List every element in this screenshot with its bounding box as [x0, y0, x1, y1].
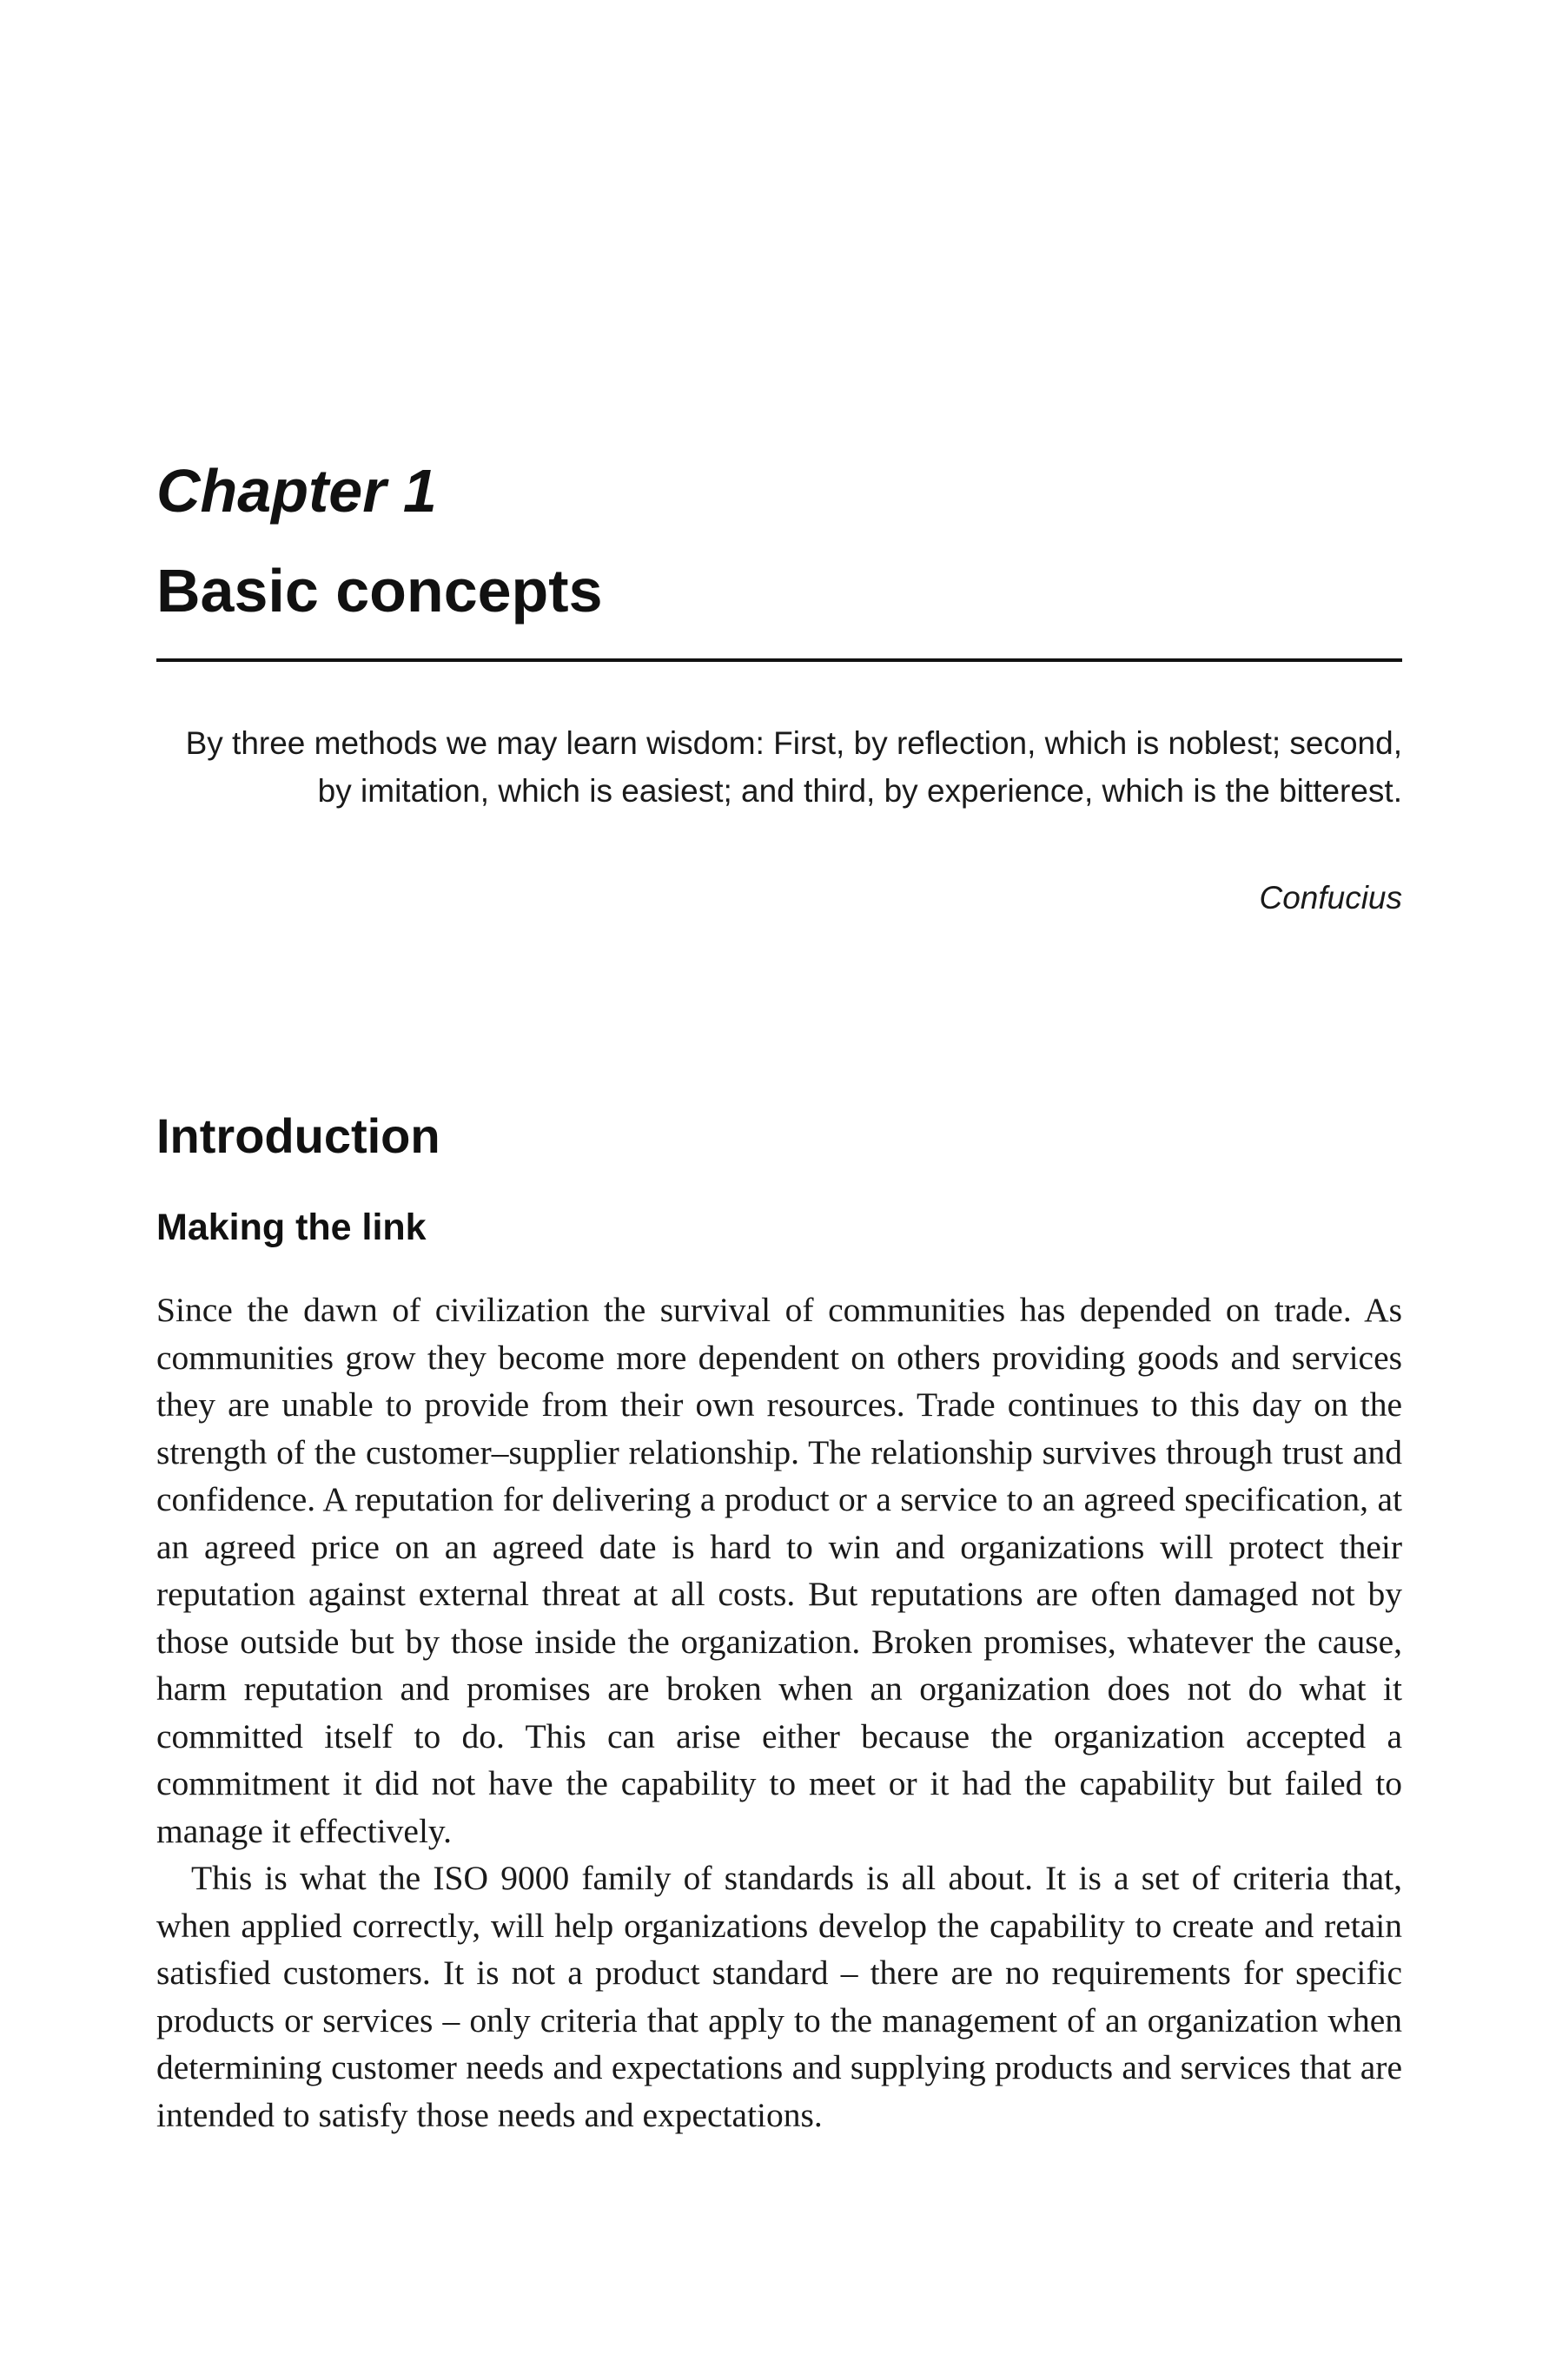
- epigraph-quote: By three methods we may learn wisdom: First, by reflection, which is noblest; second, by imitation, which is easiest; and third, by experience, which is the bitterest.: [185, 725, 1402, 809]
- body-paragraph: This is what the ISO 9000 family of standards is all about. It is a set of criteria that, when applied correctly, will help organizations develop the capability to create and retain satisfied customers. It is not a product standard – there are no requirements for specific products or services – only criteria that apply to the management of an organization when determining customer needs and expectations and supplying products and services that are intended to satisfy those needs and expectations.: [156, 1859, 1402, 2134]
- epigraph-attribution: Confucius: [1259, 880, 1402, 916]
- body-text: [156, 1286, 1402, 2139]
- chapter-title: Basic concepts: [156, 557, 603, 625]
- chapter-divider: [156, 658, 1402, 662]
- body-paragraph: Since the dawn of civilization the survival of communities has depended on trade. As communities grow they become more dependent on others providing goods and services they are unable to provide from their own resources. Trade continues to this day on the strength of the customer–supplier relationship. The relationship survives through trust and confidence. A reputation for delivering a product or a service to an agreed specification, at an agreed price on an agreed date is hard to win and organizations will protect their reputation against external threat at all costs. But reputations are often damaged not by those outside but by those inside the organization. Broken promises, whatever the cause, harm reputation and promises are broken when an organization does not do what it committed itself to do. This can arise either because the organization accepted a commitment it did not have the capability to meet or it had the capability but failed to manage it effectively.: [156, 1291, 1402, 1850]
- section-heading: Introduction: [156, 1108, 440, 1163]
- chapter-label: Chapter 1: [156, 457, 437, 525]
- book-page: [156, 0, 1402, 2380]
- subsection-heading: Making the link: [156, 1207, 427, 1248]
